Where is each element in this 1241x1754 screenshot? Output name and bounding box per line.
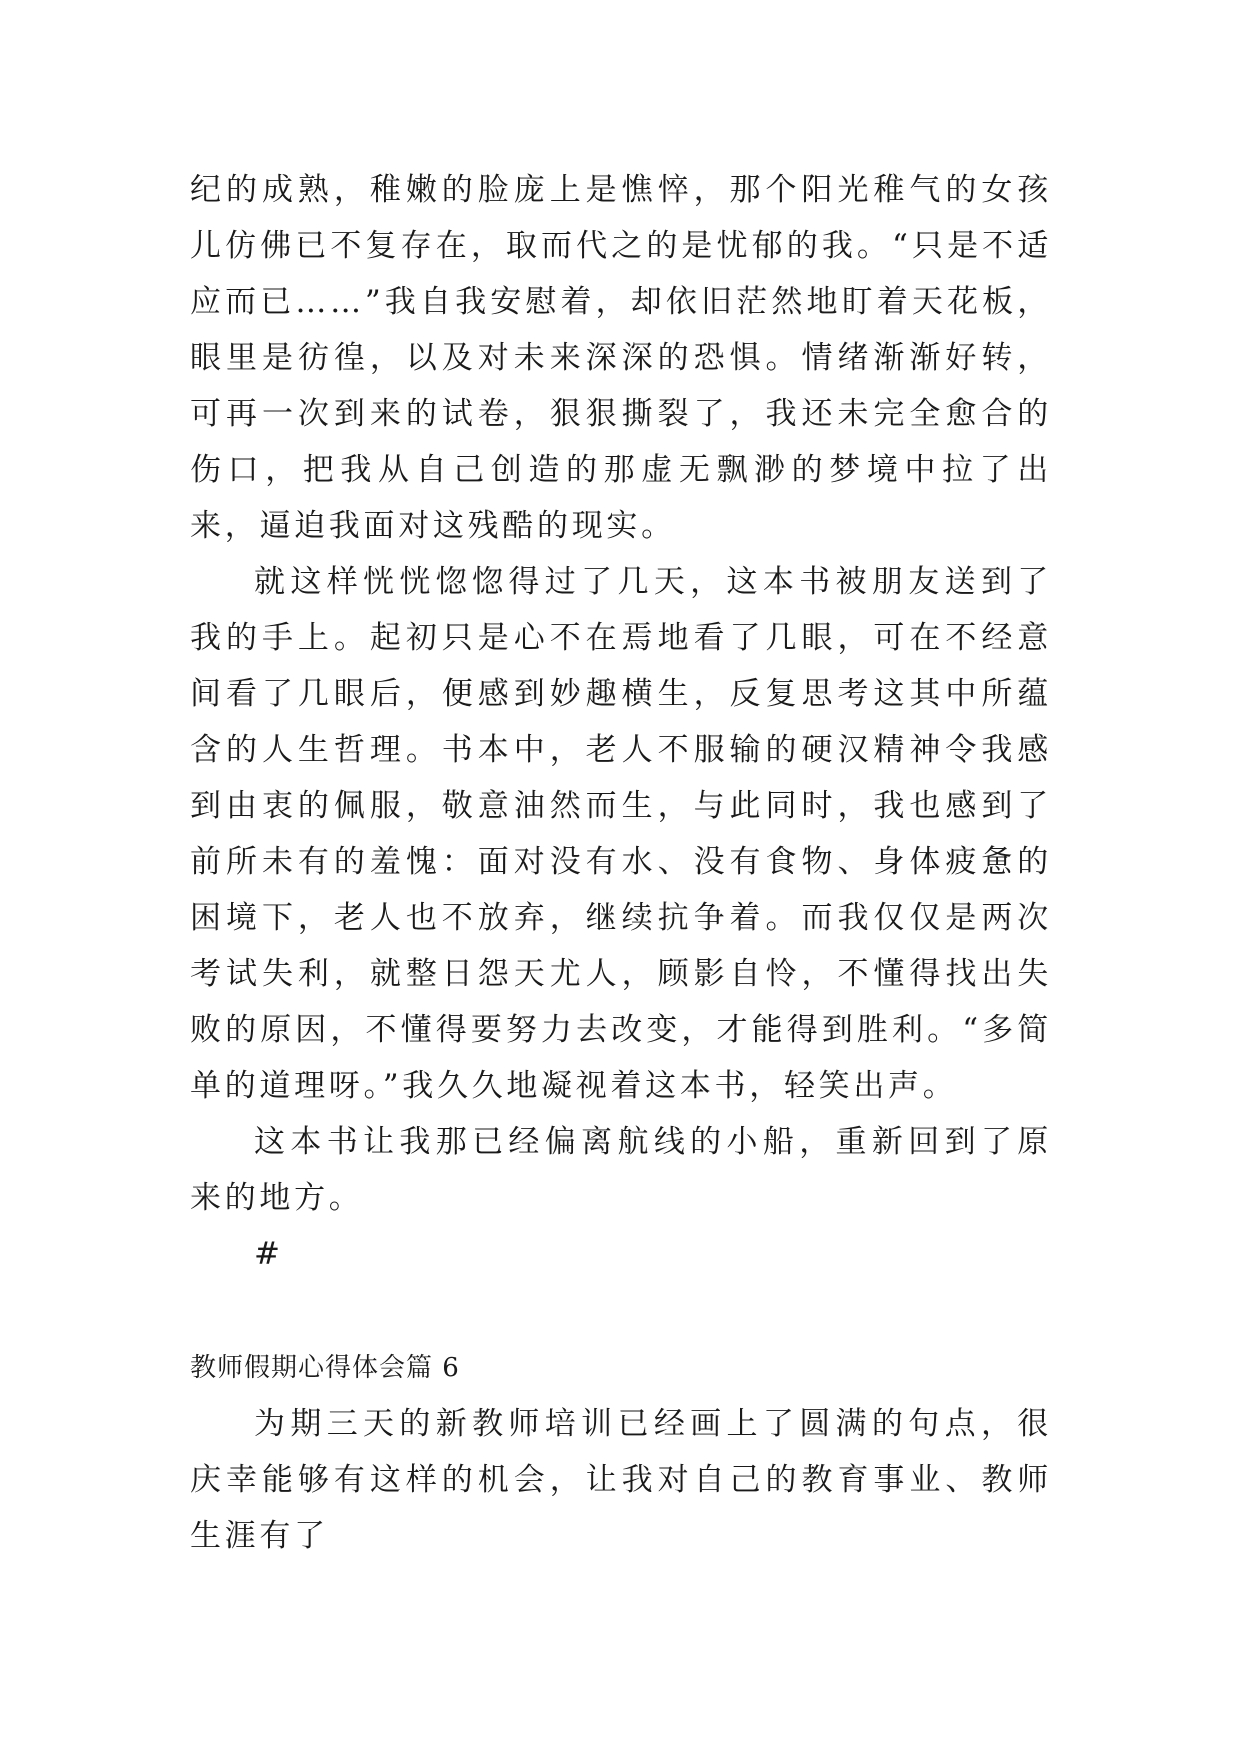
paragraph-teacher-training: 为期三天的新教师培训已经画上了圆满的句点，很庆幸能够有这样的机会，让我对自己的教育事业、教师生涯有了 (190, 1406, 1052, 1554)
section-separator: # (254, 1236, 280, 1272)
section-heading: 教师假期心得体会篇 6 (190, 1353, 460, 1383)
paragraph-continued: 纪的成熟，稚嫩的脸庞上是憔悴，那个阳光稚气的女孩儿仿佛已不复存在，取而代之的是忧郁的我。“只是不适应而已……”我自我安慰着，却依旧茫然地盯着天花板，眼里是彷徨，以及对未来深深的恐惧。情绪渐渐好转，可再一次到来的试卷，狠狠撕裂了，我还未完全愈合的伤口，把我从自己创造的那虚无飘渺的梦境中拉了出来，逼迫我面对这残酷的现实。 (190, 172, 1052, 544)
spacer (190, 1282, 1052, 1340)
paragraph-book-gift: 就这样恍恍惚惚得过了几天，这本书被朋友送到了我的手上。起初只是心不在焉地看了几眼，可在不经意间看了几眼后，便感到妙趣横生，反复思考这其中所蕴含的人生哲理。书本中，老人不服输的硬汉精神令我感到由衷的佩服，敬意油然而生，与此同时，我也感到了前所未有的羞愧：面对没有水、没有食物、身体疲惫的困境下，老人也不放弃，继续抗争着。而我仅仅是两次考试失利，就整日怨天尤人，顾影自怜，不懂得找出失败的原因，不懂得要努力去改变，才能得到胜利。“多简单的道理呀。”我久久地凝视着这本书，轻笑出声。 (190, 564, 1052, 1104)
document-body (190, 162, 1052, 1564)
paragraph-conclusion: 这本书让我那已经偏离航线的小船，重新回到了原来的地方。 (190, 1124, 1052, 1216)
